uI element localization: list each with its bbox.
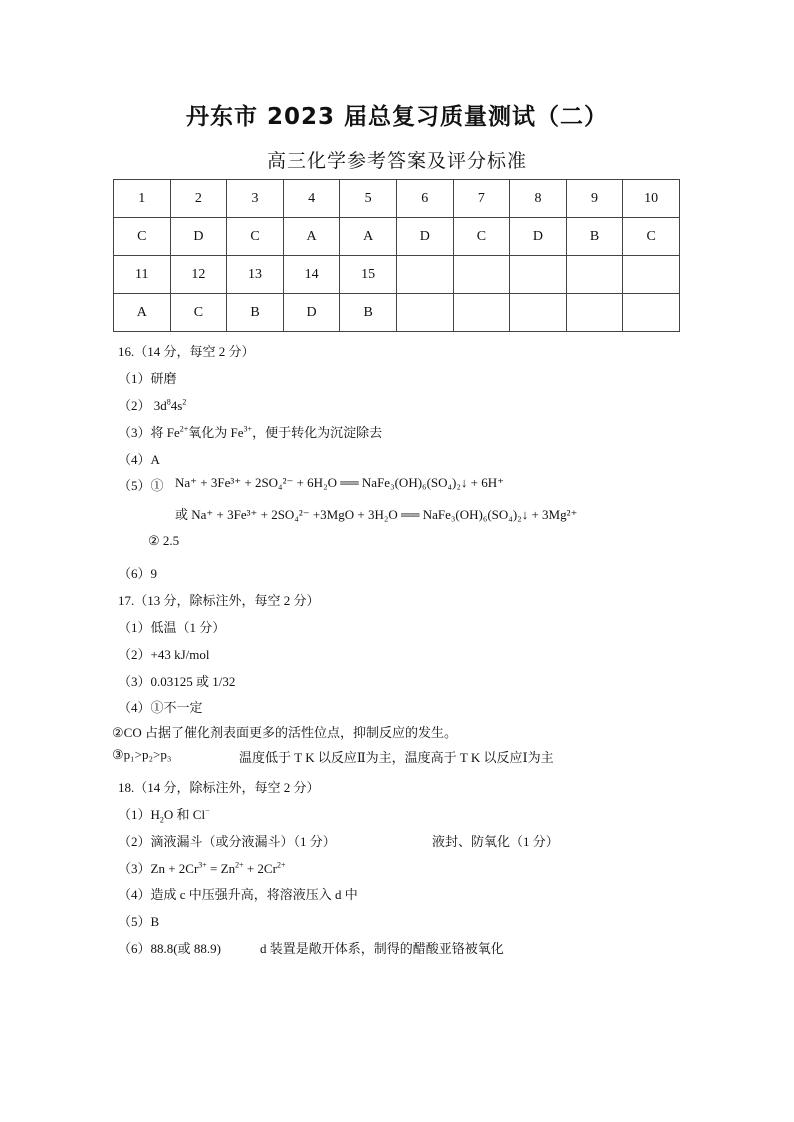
q18-answer-6a: （6）88.8(或 88.9) <box>118 941 221 956</box>
answer-table-cell: 2 <box>170 180 227 218</box>
answer-table-cell <box>453 294 510 332</box>
q17-header: 17.（13 分，除标注外，每空 2 分） <box>118 593 320 608</box>
answer-table-cell: 6 <box>396 180 453 218</box>
q17-answer-1: （1）低温（1 分） <box>118 620 226 635</box>
q16-answer-3: （3）将 $Fe^{2+}$氧化为 $Fe^{3+}$，便于转化为沉淀除去 <box>118 424 383 440</box>
q17-answer-3: （3）0.03125 或 1/32 <box>118 674 236 689</box>
answer-table-cell: 12 <box>170 256 227 294</box>
q18-answer-3: $(3)Zn + 2Cr^{3+} = Zn^{2+} + 2Cr^{2+}$ <box>118 860 286 876</box>
answer-table-cell: A <box>114 294 171 332</box>
q18-answer-6b: d 装置是敞开体系，制得的醋酸亚铬被氧化 <box>260 941 504 956</box>
page-title: 丹东市 2023 届总复习质量测试（二） <box>185 104 609 130</box>
answer-table-cell <box>566 256 623 294</box>
answer-table-cell <box>623 256 680 294</box>
q16-answer-2: （2） $3d^84s^2$ <box>118 397 187 413</box>
answer-table-cell: 8 <box>510 180 567 218</box>
answer-table-row <box>114 294 680 332</box>
answer-table-cell: B <box>227 294 284 332</box>
q18-answer-5: （5）B <box>118 914 160 929</box>
answer-table-cell: C <box>623 218 680 256</box>
answer-table-cell <box>453 256 510 294</box>
answer-table-cell: 7 <box>453 180 510 218</box>
q16-answer-5-2: ② 2.5 <box>148 533 180 548</box>
q18-answer-2b: 液封、防氧化（1 分） <box>432 834 559 849</box>
answer-table-row <box>114 218 680 256</box>
answer-table-cell <box>510 294 567 332</box>
answer-table-cell <box>510 256 567 294</box>
q16-header: 16.（14 分，每空 2 分） <box>118 344 255 359</box>
q16-answer-1: （1）研磨 <box>118 371 177 386</box>
answer-table-cell: C <box>227 218 284 256</box>
answer-table-cell: C <box>453 218 510 256</box>
q18-answer-2a: （2）滴液漏斗（或分液漏斗）（1 分） <box>118 834 336 849</box>
q16-answer-5-label: （5）① <box>118 478 164 493</box>
answer-table-cell: B <box>340 294 397 332</box>
page-subtitle: 高三化学参考答案及评分标准 <box>266 150 527 172</box>
answer-table-cell: D <box>396 218 453 256</box>
answer-table-cell: D <box>283 294 340 332</box>
answer-table-cell: 13 <box>227 256 284 294</box>
answer-table-cell: C <box>170 294 227 332</box>
answer-table-cell: 1 <box>114 180 171 218</box>
answer-table-cell: 4 <box>283 180 340 218</box>
answer-table-cell: 14 <box>283 256 340 294</box>
q17-answer-4-3b: 温度低于 T K 以反应Ⅱ为主，温度高于 T K 以反应Ⅰ为主 <box>239 750 554 765</box>
q17-answer-4: （4）①不一定 <box>118 700 203 715</box>
answer-table-cell: 15 <box>340 256 397 294</box>
answer-table <box>113 179 680 332</box>
answer-table-cell: 10 <box>623 180 680 218</box>
q16-equation-1: Na⁺ + 3Fe³⁺ + 2SO₄²⁻ + 6H₂O ══ NaFe₃(OH)₆(SO₄)₂↓ + 6H⁺ <box>175 475 504 490</box>
answer-table-cell: 5 <box>340 180 397 218</box>
answer-table-cell <box>623 294 680 332</box>
answer-table-cell: A <box>340 218 397 256</box>
q18-answer-4: （4）造成 c 中压强升高，将溶液压入 d 中 <box>118 887 358 902</box>
answer-table-cell <box>396 294 453 332</box>
q17-answer-4-2: ②CO 占据了催化剂表面更多的活性位点，抑制反应的发生。 <box>112 725 457 740</box>
answer-table-cell: B <box>566 218 623 256</box>
answer-table-cell: D <box>170 218 227 256</box>
answer-table-row <box>114 180 680 218</box>
answer-table-cell: D <box>510 218 567 256</box>
q16-equation-2: 或 Na⁺ + 3Fe³⁺ + 2SO₄²⁻ +3MgO + 3H₂O ══ NaFe₃(OH)₆(SO₄)₂↓ + 3Mg²⁺ <box>175 507 578 522</box>
q18-header: 18.（14 分，除标注外，每空 2 分） <box>118 780 320 795</box>
answer-table-cell <box>566 294 623 332</box>
q16-answer-4: （4）A <box>118 452 160 467</box>
answer-table-cell: 11 <box>114 256 171 294</box>
answer-table-cell: 3 <box>227 180 284 218</box>
answer-table-row <box>114 256 680 294</box>
answer-table-cell: C <box>114 218 171 256</box>
q17-answer-2: （2）+43 kJ/mol <box>118 647 210 662</box>
q16-answer-6: （6）9 <box>118 566 158 581</box>
answer-table-cell: 9 <box>566 180 623 218</box>
q17-answer-4-3a: ③p₁>p₂>p₃ <box>112 747 172 762</box>
answer-table-cell: A <box>283 218 340 256</box>
q18-answer-1: $(1)H_2O$ 和 Cl− <box>118 806 210 825</box>
answer-table-cell <box>396 256 453 294</box>
